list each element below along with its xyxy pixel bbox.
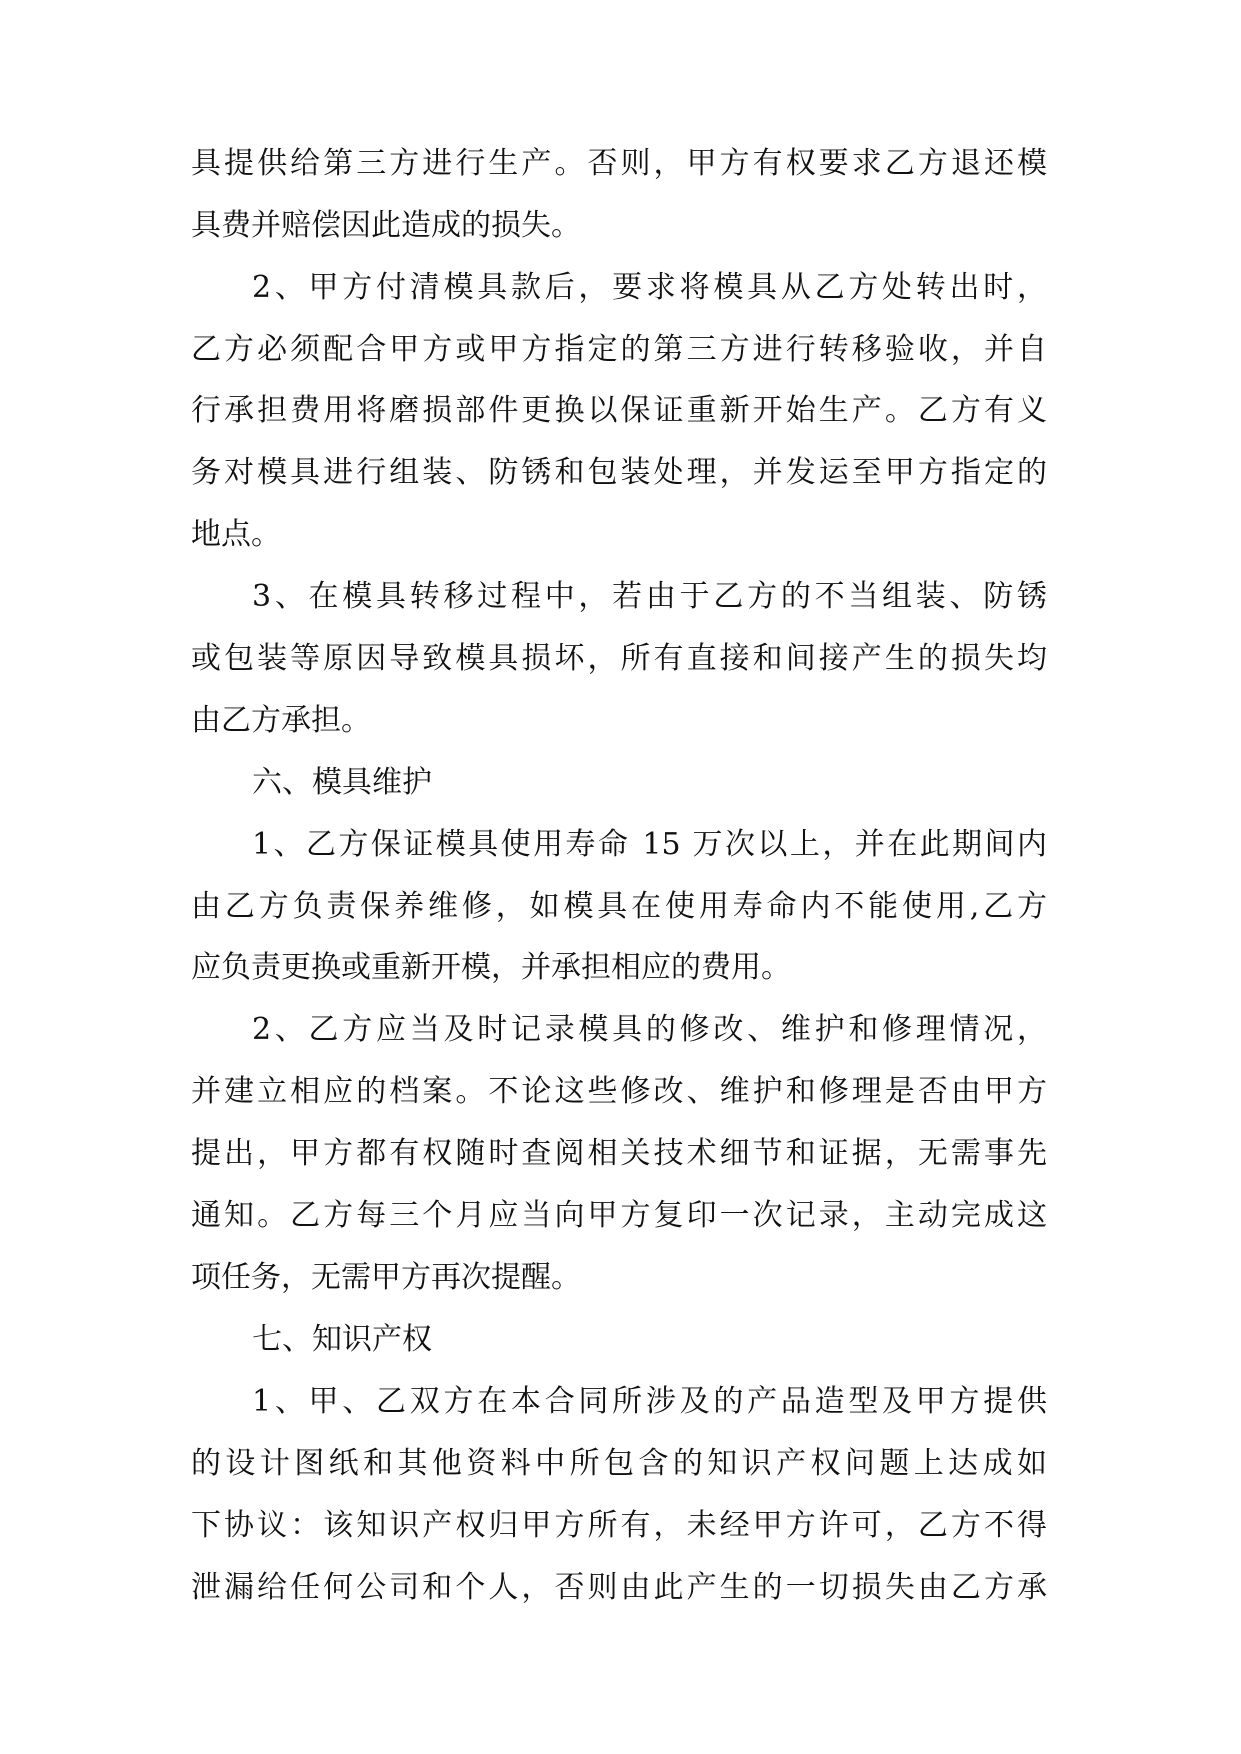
text-line: 乙方必须配合甲方或甲方指定的第三方进行转移验收，并自 [191,332,1047,367]
text-line: 的设计图纸和其他资料中所包含的知识产权问题上达成如 [191,1446,1047,1481]
text-line: 提出，甲方都有权随时查阅相关技术细节和证据，无需事先 [191,1136,1047,1171]
text-line: 具费并赔偿因此造成的损失。 [191,208,581,243]
text-line: 地点。 [191,517,281,552]
text-line: 2、乙方应当及时记录模具的修改、维护和修理情况， [252,1012,1047,1047]
text-line: 应负责更换或重新开模，并承担相应的费用。 [191,950,791,985]
text-line: 泄漏给任何公司和个人，否则由此产生的一切损失由乙方承 [191,1570,1047,1605]
text-line: 2、甲方付清模具款后，要求将模具从乙方处转出时， [252,270,1047,305]
text-line: 通知。乙方每三个月应当向甲方复印一次记录，主动完成这 [191,1198,1047,1233]
text-line: 行承担费用将磨损部件更换以保证重新开始生产。乙方有义 [191,393,1047,428]
text-line: 并建立相应的档案。不论这些修改、维护和修理是否由甲方 [191,1074,1047,1109]
text-line: 或包装等原因导致模具损坏，所有直接和间接产生的损失均 [191,641,1047,676]
text-line: 由乙方承担。 [191,703,371,738]
text-line: 1、甲、乙双方在本合同所涉及的产品造型及甲方提供 [252,1384,1047,1419]
text-line: 由乙方负责保养维修，如模具在使用寿命内不能使用,乙方 [191,889,1047,924]
section-heading: 六、模具维护 [252,765,432,800]
section-heading: 七、知识产权 [252,1322,432,1357]
text-line: 具提供给第三方进行生产。否则，甲方有权要求乙方退还模 [191,146,1047,181]
text-line: 务对模具进行组装、防锈和包装处理，并发运至甲方指定的 [191,455,1047,490]
text-line: 下协议：该知识产权归甲方所有，未经甲方许可，乙方不得 [191,1508,1047,1543]
text-line: 1、乙方保证模具使用寿命 15 万次以上，并在此期间内 [252,827,1047,862]
text-line: 项任务，无需甲方再次提醒。 [191,1260,581,1295]
text-line: 3、在模具转移过程中，若由于乙方的不当组装、防锈 [252,579,1047,614]
